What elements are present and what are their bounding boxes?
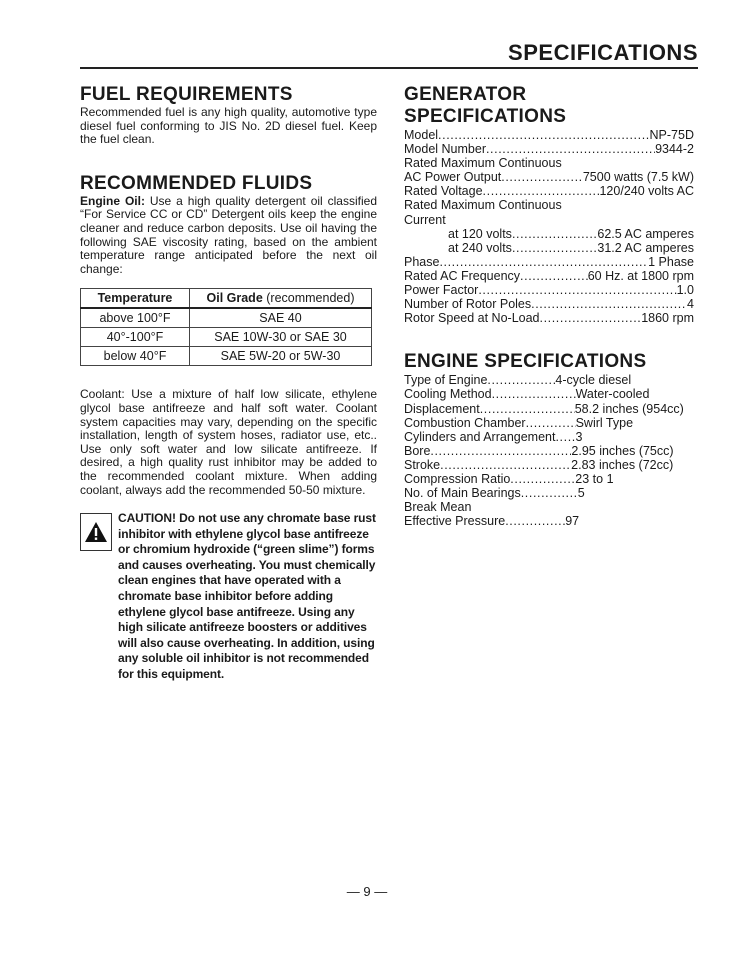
- temperature-header: Temperature: [81, 289, 190, 309]
- spec-row-at-240: [404, 241, 694, 255]
- table-row: [81, 308, 372, 328]
- fuel-requirements-heading: FUEL REQUIREMENTS: [80, 84, 293, 105]
- spec-value: 3: [575, 429, 583, 444]
- spec-value: Water-cooled: [575, 387, 650, 402]
- spec-label: Model: [404, 128, 439, 142]
- generator-specifications-heading: GENERATOR SPECIFICATIONS: [404, 84, 567, 127]
- spec-label: Model Number: [404, 142, 486, 157]
- spec-label: Phase: [404, 254, 440, 269]
- spec-label: Rotor Speed at No-Load: [404, 311, 540, 326]
- spec-row-rotor-speed: [404, 311, 694, 325]
- spec-label: Power Factor: [404, 283, 479, 298]
- spec-label: AC Power Output: [404, 170, 502, 185]
- spec-value: 60 Hz. at 1800 rpm: [587, 268, 694, 283]
- temperature-cell: below 40°F: [81, 347, 190, 366]
- oil-grade-cell: SAE 10W-30 or SAE 30: [190, 328, 372, 347]
- spec-row-model: [404, 128, 694, 142]
- spec-subheading: Break Mean: [404, 500, 472, 515]
- spec-row-stroke: [404, 458, 694, 472]
- spec-label: Displacement: [404, 401, 480, 416]
- table-header-row: [81, 289, 372, 309]
- engine-oil-text: Use a high quality detergent oil classified “For Service CC or CD” Detergent oils keep the engine cleaner and reduce carbon deposits. Use oil having the following SAE viscosity rating, based on the ambient temperature range anticipated before the next oil change:: [80, 193, 377, 276]
- spec-row-phase: [404, 255, 694, 269]
- spec-row-bore: [404, 444, 694, 458]
- spec-row-combustion-chamber: [404, 416, 694, 430]
- engine-oil-paragraph: [80, 195, 377, 277]
- coolant-paragraph: Coolant: Use a mixture of half low silicate, ethylene glycol base antifreeze and half soft water. Coolant system capacities may vary, depending on the specific installation, length of system hoses, radiator use, etc.. Use only soft water and low silicate antifreeze. If desired, a high quality rust inhibitor may be added to the recommended coolant mixture. When adding coolant, always add the recommended 50-50 mixture.: [80, 387, 377, 497]
- spec-row-rotor-poles: [404, 297, 694, 311]
- spec-label: Type of Engine: [404, 373, 488, 388]
- oil-grade-header-label: Oil Grade: [206, 291, 263, 306]
- oil-grade-cell: SAE 5W-20 or 5W-30: [190, 347, 372, 366]
- engine-oil-label: Engine Oil:: [80, 193, 145, 208]
- spec-row-at-120: [404, 227, 694, 241]
- spec-subheading: Rated Maximum Continuous: [404, 156, 562, 171]
- spec-value: 97: [565, 514, 580, 529]
- spec-label: Combustion Chamber: [404, 415, 526, 430]
- spec-label: No. of Main Bearings: [404, 486, 521, 501]
- spec-label: Rated AC Frequency: [404, 268, 521, 283]
- fuel-requirements-text: Recommended fuel is any high quality, automotive type diesel fuel conforming to JIS No. 2D diesel fuel. Keep the fuel clean.: [80, 105, 377, 147]
- page-title: SPECIFICATIONS: [508, 40, 698, 65]
- spec-label: Cylinders and Arrangement: [404, 429, 556, 444]
- page-number: — 9 —: [346, 884, 388, 899]
- warning-triangle-icon: [80, 513, 112, 551]
- engine-specifications-heading: ENGINE SPECIFICATIONS: [404, 351, 647, 373]
- spec-row-effective-pressure: [404, 514, 694, 528]
- spec-row-compression: [404, 472, 694, 486]
- spec-value: 1 Phase: [648, 254, 694, 269]
- spec-label: Cooling Method: [404, 387, 492, 402]
- spec-value: 120/240 volts AC: [599, 184, 694, 199]
- right-column: [404, 84, 694, 528]
- spec-value: 31.2 AC amperes: [597, 240, 694, 255]
- spec-label: at 120 volts: [448, 226, 512, 241]
- spec-label: Rated Voltage: [404, 184, 483, 199]
- spec-row-cooling: [404, 387, 694, 401]
- spec-label: Number of Rotor Poles: [404, 297, 532, 312]
- spec-value: 5: [577, 486, 585, 501]
- table-row: [81, 328, 372, 347]
- spec-label: Compression Ratio: [404, 471, 511, 486]
- spec-label: Effective Pressure: [404, 514, 506, 529]
- temperature-cell: above 100°F: [81, 308, 190, 328]
- recommended-fluids-heading: RECOMMENDED FLUIDS: [80, 172, 313, 194]
- spec-value: 2.95 inches (75cc): [571, 443, 674, 458]
- spec-row-rated-voltage: [404, 184, 694, 198]
- table-row: [81, 347, 372, 366]
- spec-subheading: Rated Maximum Continuous: [404, 198, 562, 213]
- spec-label: Bore: [404, 443, 431, 458]
- spec-value: Swirl Type: [575, 415, 634, 430]
- spec-value: 9344-2: [655, 142, 694, 157]
- oil-grade-table: [80, 288, 372, 366]
- oil-grade-cell: SAE 40: [190, 308, 372, 328]
- spec-value: 4: [687, 297, 694, 312]
- spec-row-engine-type: [404, 373, 694, 387]
- left-column: [80, 84, 377, 683]
- oil-grade-header: [190, 289, 372, 309]
- caution-text: CAUTION! Do not use any chromate base rust inhibitor with ethylene glycol base antifreeze or chromium hydroxide (“green slime”) forms and causes overheating. You must chemically clean engines that have operated with a chromate base inhibitor before adding ethylene glycol base antifreeze. Using any high silicate antifreeze boosters or additives will also cause overheating. In addition, using any soluble oil inhibitor is not recommended for this equipment.: [118, 511, 376, 682]
- spec-row-cylinders: [404, 430, 694, 444]
- spec-value: NP-75D: [649, 128, 694, 142]
- spec-value: 1860 rpm: [641, 311, 694, 326]
- spec-value: 58.2 inches (954cc): [574, 401, 684, 416]
- engine-spec-list: [404, 373, 694, 528]
- spec-row-power-factor: [404, 283, 694, 297]
- spec-row-displacement: [404, 402, 694, 416]
- spec-value: 23 to 1: [575, 471, 614, 486]
- oil-grade-header-sub: (recommended): [262, 291, 355, 306]
- caution-block: [80, 511, 377, 683]
- spec-row-ac-power: [404, 170, 694, 184]
- spec-row-main-bearings: [404, 486, 694, 500]
- spec-row-frequency: [404, 269, 694, 283]
- spec-label: Stroke: [404, 457, 441, 472]
- spec-value: 2.83 inches (72cc): [571, 457, 674, 472]
- title-rule: [80, 67, 698, 69]
- spec-subheading: Current: [404, 212, 446, 227]
- temperature-cell: 40°-100°F: [81, 328, 190, 347]
- spec-value: 1.0: [676, 283, 694, 298]
- spec-value: 7500 watts (7.5 kW): [582, 170, 694, 185]
- spec-value: 62.5 AC amperes: [597, 226, 694, 241]
- spec-row-model-number: [404, 142, 694, 156]
- spec-value: 4-cycle diesel: [555, 373, 632, 388]
- spec-label: at 240 volts: [448, 240, 512, 255]
